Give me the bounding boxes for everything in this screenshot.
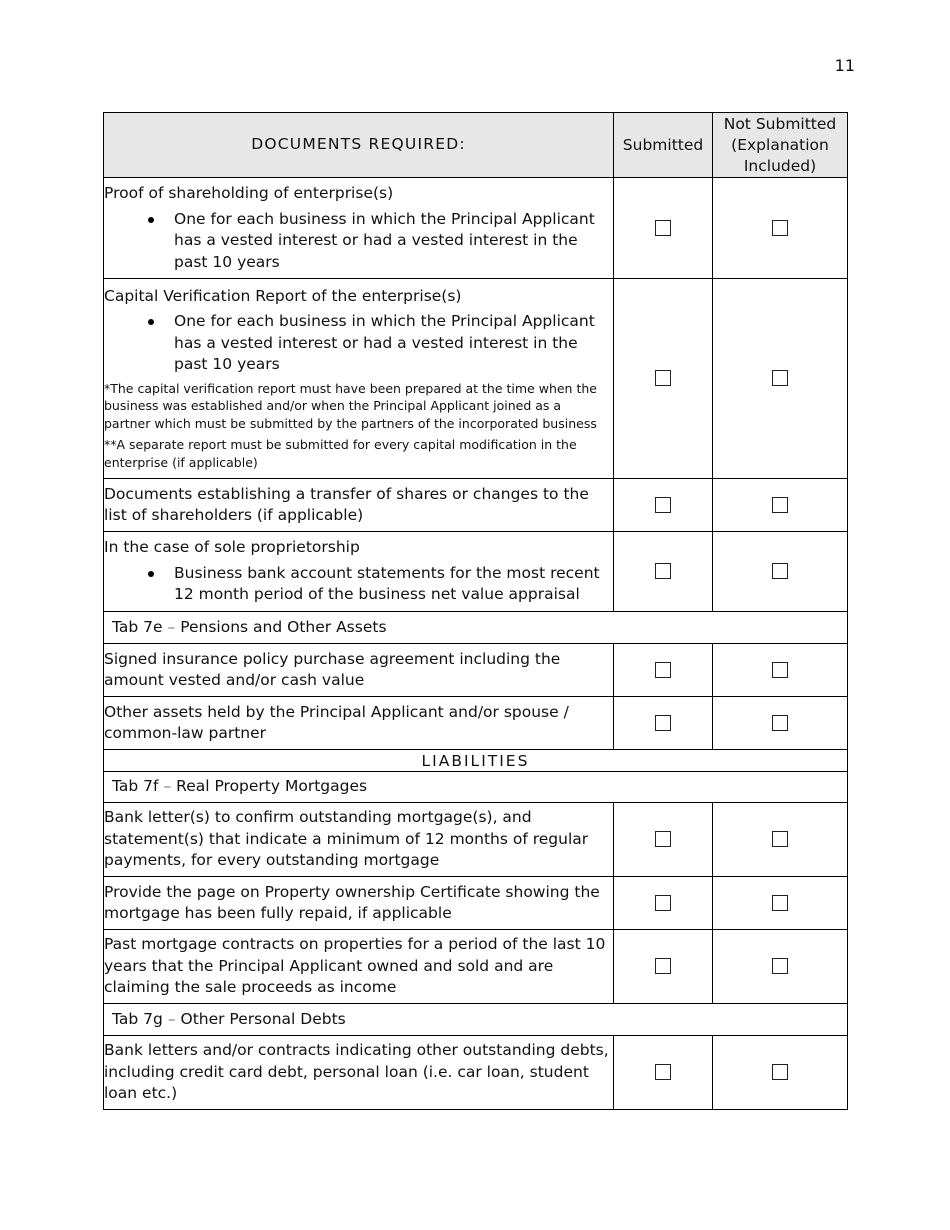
not-submitted-checkbox[interactable] [772,831,788,847]
not-submitted-header [713,113,848,178]
table-row [104,279,848,479]
submitted-checkbox[interactable] [655,662,671,678]
liabilities-row [104,750,848,772]
section-heading [104,612,848,644]
table-row [104,1036,848,1110]
not-submitted-checkbox[interactable] [772,563,788,579]
item-title: Documents establishing a transfer of shares or changes to the list of shareholders (if applicable) [104,484,589,524]
section-label: Real Property Mortgages [176,777,368,796]
not-submitted-checkbox[interactable] [772,958,788,974]
submitted-checkbox[interactable] [655,1064,671,1080]
bullet-list [104,311,609,376]
table-row [104,803,848,877]
item-title: In the case of sole proprietorship [104,538,360,557]
section-code: Tab 7g [112,1009,163,1028]
document-cell [104,479,614,532]
item-title: Capital Verification Report of the enterprise(s) [104,286,462,305]
table-row [104,877,848,930]
section-dash: – [167,1009,176,1028]
not-submitted-checkbox[interactable] [772,220,788,236]
item-title: Past mortgage contracts on properties for a period of the last 10 years that the Principal Applicant owned and sold and are claiming the sale proceeds as income [104,935,606,997]
item-title: Bank letter(s) to confirm outstanding mortgage(s), and statement(s) that indicate a minimum of 12 months of regular payments, for every outstanding mortgage [104,808,589,870]
liabilities-heading: LIABILITIES [104,750,848,772]
section-code: Tab 7e [112,617,163,636]
table-row [104,178,848,279]
section-code: Tab 7f [112,777,159,796]
document-cell [104,644,614,697]
documents-checklist-table [103,112,848,1110]
documents-required-header: DOCUMENTS REQUIRED: [104,113,614,178]
table-row [104,479,848,532]
section-row-tab-7f [104,772,848,803]
document-cell [104,532,614,612]
section-label: Other Personal Debts [180,1009,346,1028]
section-dash: – [167,617,176,636]
not-submitted-checkbox[interactable] [772,715,788,731]
submitted-checkbox[interactable] [655,895,671,911]
submitted-checkbox[interactable] [655,958,671,974]
document-cell [104,877,614,930]
document-cell [104,1036,614,1110]
item-title: Signed insurance policy purchase agreement including the amount vested and/or cash value [104,649,561,689]
submitted-checkbox[interactable] [655,831,671,847]
document-cell [104,279,614,479]
not-submitted-checkbox[interactable] [772,497,788,513]
document-cell [104,803,614,877]
item-title: Provide the page on Property ownership Certificate showing the mortgage has been fully repaid, if applicable [104,882,600,922]
bullet-item: Business bank account statements for the most recent 12 month period of the business net value appraisal [174,563,613,606]
footnote: **A separate report must be submitted for every capital modification in the enterprise (if applicable) [104,437,577,470]
table-row [104,532,848,612]
table-row [104,697,848,750]
document-cell [104,697,614,750]
item-title: Bank letters and/or contracts indicating other outstanding debts, including credit card debt, personal loan (i.e. car loan, student loan etc.) [104,1041,609,1103]
bullet-list [104,563,613,606]
table-row [104,930,848,1004]
item-title: Other assets held by the Principal Applicant and/or spouse / common-law partner [104,702,569,742]
not-submitted-checkbox[interactable] [772,895,788,911]
bullet-list [104,209,613,274]
page-number: 11 [834,56,855,75]
submitted-header: Submitted [614,113,713,178]
document-cell [104,178,614,279]
section-heading [104,1004,848,1036]
not-submitted-header-line3: Included) [743,156,817,175]
submitted-checkbox[interactable] [655,370,671,386]
table-row [104,644,848,697]
item-title: Proof of shareholding of enterprise(s) [104,184,394,202]
document-cell [104,930,614,1004]
section-row-tab-7g [104,1004,848,1036]
section-dash: – [163,777,172,796]
section-heading [104,772,848,803]
footnote: *The capital verification report must have been prepared at the time when the business was established and/or when the Principal Applicant joined as a partner which must be submitted by the partners of the incorporated business [104,380,597,431]
submitted-checkbox[interactable] [655,220,671,236]
submitted-checkbox[interactable] [655,497,671,513]
section-label: Pensions and Other Assets [180,617,387,636]
section-row-tab-7e [104,612,848,644]
not-submitted-header-line2: (Explanation [731,135,829,154]
not-submitted-checkbox[interactable] [772,370,788,386]
not-submitted-checkbox[interactable] [772,1064,788,1080]
submitted-checkbox[interactable] [655,563,671,579]
bullet-item: One for each business in which the Principal Applicant has a vested interest or had a vested interest in the past 10 years [174,209,613,274]
bullet-item: One for each business in which the Principal Applicant has a vested interest or had a vested interest in the past 10 years [174,311,609,376]
not-submitted-checkbox[interactable] [772,662,788,678]
not-submitted-header-line1: Not Submitted [723,114,837,133]
table-header-row [104,113,848,178]
submitted-checkbox[interactable] [655,715,671,731]
